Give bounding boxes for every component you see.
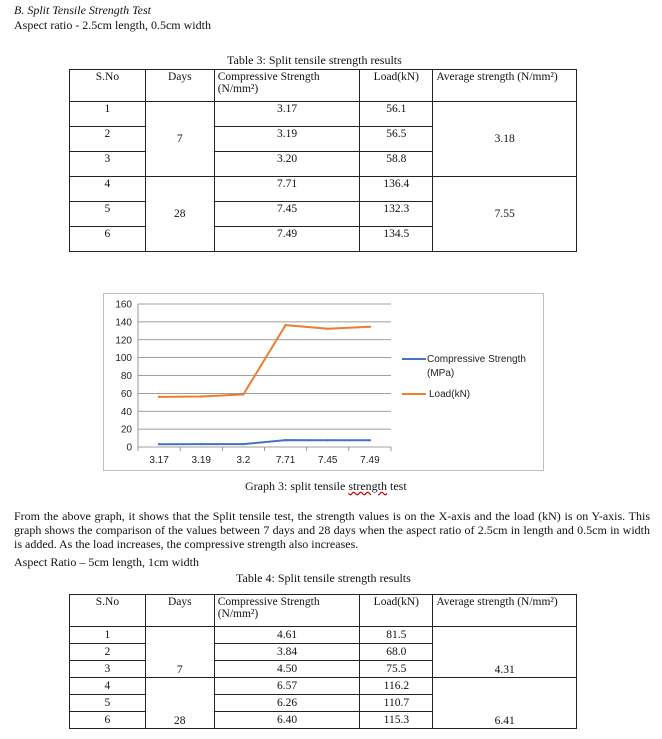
table4-sno: 4 [70, 678, 146, 695]
table4-sno: 6 [70, 712, 146, 729]
table4-caption: Table 4: Split tensile strength results [236, 571, 411, 585]
table3-load: 132.3 [360, 202, 433, 227]
table3-sno: 5 [70, 202, 146, 227]
table3-strength: 3.17 [214, 102, 360, 127]
table3-strength: 7.49 [214, 227, 360, 252]
y-tick-label: 40 [120, 406, 132, 418]
table4-strength: 6.26 [214, 695, 360, 712]
data-point [158, 443, 160, 445]
line-chart-svg [104, 294, 543, 470]
graph3-caption-end: test [387, 479, 407, 493]
table3-days: 28 [145, 177, 214, 252]
y-tick-label: 20 [120, 424, 132, 436]
table3-header-sno: S.No [70, 70, 146, 102]
x-tick-label: 3.19 [191, 455, 211, 466]
table4-header-days: Days [145, 595, 214, 627]
x-tick-label: 7.49 [360, 455, 380, 466]
table4-load: 115.3 [360, 712, 433, 729]
table3-load: 136.4 [360, 177, 433, 202]
table4-load: 75.5 [360, 661, 433, 678]
data-point [200, 395, 202, 397]
table4-strength: 6.40 [214, 712, 360, 729]
section-heading: B. Split Tensile Strength Test [14, 3, 152, 17]
table3-strength: 3.19 [214, 127, 360, 152]
table4-load: 68.0 [360, 644, 433, 661]
table4-sno: 3 [70, 661, 146, 678]
table3-load: 134.5 [360, 227, 433, 252]
legend-label-load: Load(kN) [429, 389, 471, 400]
y-tick-label: 120 [115, 335, 132, 347]
table4-header-sno: S.No [70, 595, 146, 627]
table4-strength: 4.61 [214, 627, 360, 644]
table4-sno: 2 [70, 644, 146, 661]
table3-header-days: Days [145, 70, 214, 102]
table4-header-average: Average strength (N/mm²) [433, 595, 577, 627]
description-paragraph: From the above graph, it shows that the Split tensile test, the strength values is on the X-axis and the load (kN) is on Y-axis. This graph shows the comparison of the values between 7 days and 28 days when the aspect ratio of 2.5cm in length and 0.5cm in width is added. As the load increases, the compressive strength also increases. [14, 509, 650, 551]
table3-sno: 6 [70, 227, 146, 252]
series-line-0 [159, 440, 370, 444]
table3-sno: 4 [70, 177, 146, 202]
table4-days: 7 [145, 627, 214, 678]
table-row [70, 177, 577, 202]
data-point [242, 393, 244, 395]
y-tick-label: 0 [126, 442, 132, 454]
legend-label-strength: Compressive Strength [427, 354, 526, 365]
table3-header-load: Load(kN) [360, 70, 433, 102]
table4-load: 116.2 [360, 678, 433, 695]
y-tick-label: 160 [115, 299, 132, 311]
table4-strength: 6.57 [214, 678, 360, 695]
x-tick-label: 7.71 [275, 455, 296, 466]
table4-load: 81.5 [360, 627, 433, 644]
table-row [70, 102, 577, 127]
data-point [369, 439, 371, 441]
table3-average: 3.18 [433, 102, 577, 177]
table-row [70, 627, 577, 644]
table3-strength: 7.71 [214, 177, 360, 202]
data-point [327, 439, 329, 441]
y-tick-label: 80 [120, 371, 132, 382]
data-point [200, 443, 202, 445]
data-point [327, 328, 329, 330]
x-tick-label: 3.17 [149, 455, 169, 466]
table4-header-strength: Compressive Strength (N/mm²) [214, 595, 360, 627]
table3-average: 7.55 [433, 177, 577, 252]
table4-strength: 3.84 [214, 644, 360, 661]
legend-label-strength-unit: (MPa) [427, 368, 455, 379]
table3-load: 56.5 [360, 127, 433, 152]
table3-sno: 2 [70, 127, 146, 152]
y-tick-label: 100 [115, 353, 132, 365]
x-tick-label: 3.2 [236, 455, 251, 466]
table3-days: 7 [145, 102, 214, 177]
table4-strength: 4.50 [214, 661, 360, 678]
x-tick-label: 7.45 [318, 455, 338, 466]
aspect-ratio-label-2: Aspect Ratio – 5cm length, 1cm width [14, 555, 199, 569]
data-point [369, 326, 371, 328]
table4 [69, 594, 577, 729]
table3-sno: 1 [70, 102, 146, 127]
table4-sno: 5 [70, 695, 146, 712]
table4-sno: 1 [70, 627, 146, 644]
data-point [158, 396, 160, 398]
graph3-caption-main: Graph 3: split tensile [245, 479, 349, 493]
series-line-1 [159, 325, 370, 397]
data-point [284, 324, 286, 326]
y-tick-label: 140 [115, 317, 132, 329]
table4-average: 6.41 [433, 678, 577, 729]
graph3-chart [103, 293, 544, 471]
table-row [70, 678, 577, 695]
graph3-caption [245, 479, 407, 494]
table3-load: 56.1 [360, 102, 433, 127]
table4-load: 110.7 [360, 695, 433, 712]
table3-header-strength: Compressive Strength (N/mm²) [214, 70, 360, 102]
table4-header-load: Load(kN) [360, 595, 433, 627]
y-tick-label: 60 [120, 388, 132, 400]
data-point [284, 439, 286, 441]
table3-caption: Table 3: Split tensile strength results [227, 53, 402, 67]
table3 [69, 69, 577, 252]
table3-sno: 3 [70, 152, 146, 177]
data-point [242, 443, 244, 445]
table3-strength: 7.45 [214, 202, 360, 227]
aspect-ratio-label-1: Aspect ratio - 2.5cm length, 0.5cm width [14, 18, 211, 32]
table3-header-average: Average strength (N/mm²) [433, 70, 577, 102]
table4-days: 28 [145, 678, 214, 729]
table4-average: 4.31 [433, 627, 577, 678]
table3-load: 58.8 [360, 152, 433, 177]
table3-strength: 3.20 [214, 152, 360, 177]
graph3-caption-wavy: strength [348, 479, 387, 493]
